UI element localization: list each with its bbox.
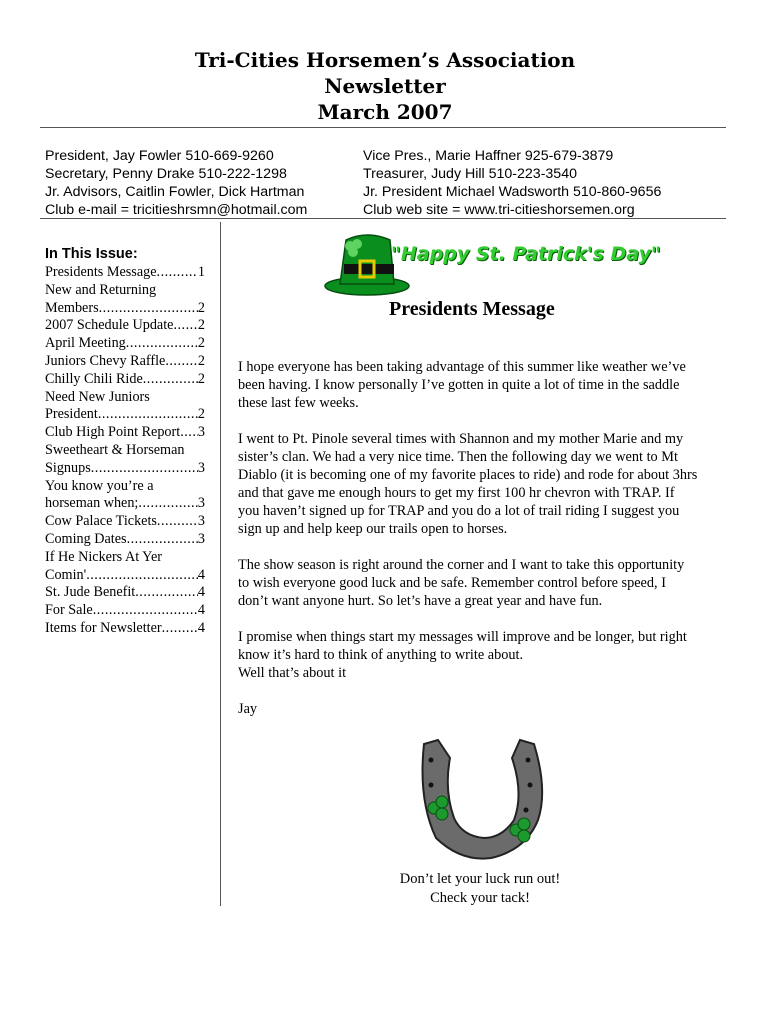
toc-line[interactable]	[45, 567, 205, 585]
toc-line[interactable]	[45, 353, 205, 371]
contacts-divider	[40, 218, 726, 219]
column-divider	[220, 222, 221, 906]
article-line: and that gave me enough hours to get my first 100 hr chevron with TRAP. If	[238, 485, 675, 501]
toc-leader-dots	[180, 424, 198, 442]
toc-entry-text: Juniors Chevy Raffle	[45, 352, 166, 369]
toc-entry-text: New and Returning	[45, 281, 157, 298]
toc-entry-text: horseman when;	[45, 495, 139, 512]
toc-page-number: 4	[197, 566, 205, 583]
toc-page-number: 3	[197, 459, 205, 476]
article-line: to wish everyone good luck and be safe. Remember control before speed, I	[238, 575, 666, 591]
article-line: you haven’t signed up for TRAP and you do a lot of trail riding I suggest you	[238, 503, 680, 519]
toc-page-number: 3	[197, 424, 205, 441]
toc-entry-text: Coming Dates	[45, 530, 127, 547]
article-line: these last few weeks.	[238, 395, 359, 411]
contact-jr-advisors: Jr. Advisors, Caitlin Fowler, Dick Hartman	[45, 184, 305, 200]
toc-page-number: 2	[197, 317, 205, 334]
contact-jr-president: Jr. President Michael Wadsworth 510-860-9656	[363, 184, 662, 200]
table-of-contents	[45, 264, 205, 638]
toc-page-number: 3	[197, 530, 205, 547]
toc-line[interactable]	[45, 602, 205, 620]
toc-entry-text: You know you’re a	[45, 477, 154, 494]
toc-line[interactable]	[45, 531, 205, 549]
contact-club-website[interactable]: Club web site = www.tri-citieshorsemen.org	[363, 202, 635, 218]
toc-line[interactable]	[45, 282, 205, 300]
article-body	[238, 358, 730, 718]
toc-page-number: 2	[197, 352, 205, 369]
toc-entry-text: Club High Point Report	[45, 424, 181, 441]
toc-entry-text: Members	[45, 299, 99, 316]
toc-line[interactable]	[45, 389, 205, 407]
toc-line[interactable]	[45, 584, 205, 602]
article-line: know it’s hard to think of anything to write about.	[238, 647, 524, 663]
toc-leader-dots	[157, 513, 198, 531]
toc-leader-dots	[135, 584, 198, 602]
article-line: been having. I know personally I’ve gotten in quite a lot of time in the saddle	[238, 377, 680, 393]
toc-leader-dots	[86, 567, 198, 585]
toc-entry-text: Signups	[45, 459, 91, 476]
contact-secretary: Secretary, Penny Drake 510-222-1298	[45, 166, 287, 182]
article-title: Presidents Message	[389, 298, 555, 320]
toc-leader-dots	[173, 317, 197, 335]
toc-leader-dots	[162, 620, 198, 638]
toc-page-number: 3	[197, 495, 205, 512]
toc-page-number: 2	[197, 299, 205, 316]
newsletter-subtitle: Newsletter	[324, 74, 446, 98]
toc-page-number: 1	[197, 264, 205, 280]
toc-page-number: 2	[197, 370, 205, 387]
toc-line[interactable]	[45, 495, 205, 513]
toc-entry-text: President	[45, 406, 98, 423]
paragraph-gap	[238, 412, 730, 430]
toc-leader-dots	[93, 602, 198, 620]
contact-club-email[interactable]: Club e-mail = tricitieshrsmn@hotmail.com	[45, 202, 308, 218]
toc-line[interactable]	[45, 513, 205, 531]
contact-president: President, Jay Fowler 510-669-9260	[45, 148, 274, 164]
paragraph-gap	[238, 610, 730, 628]
newsletter-date: March 2007	[317, 100, 453, 124]
toc-entry-text: For Sale	[45, 602, 93, 619]
toc-line[interactable]	[45, 620, 205, 638]
article-line: Diablo (it is becoming one of my favorite places to ride) and rode for about 3hrs	[238, 467, 698, 483]
contact-vice-president: Vice Pres., Marie Haffner 925-679-3879	[363, 148, 614, 164]
toc-leader-dots	[99, 300, 198, 318]
toc-leader-dots	[98, 406, 198, 424]
toc-leader-dots	[126, 335, 198, 353]
toc-line[interactable]	[45, 371, 205, 389]
article-line: I went to Pt. Pinole several times with Shannon and my mother Marie and my	[238, 431, 684, 447]
toc-leader-dots	[157, 264, 198, 282]
toc-page-number: 2	[197, 406, 205, 423]
toc-entry-text: Items for Newsletter	[45, 619, 162, 636]
newsletter-title: Tri-Cities Horsemen’s Association	[194, 48, 576, 72]
toc-line[interactable]	[45, 264, 205, 282]
toc-entry-text: Sweetheart & Horseman	[45, 441, 185, 458]
toc-line[interactable]	[45, 317, 205, 335]
toc-leader-dots	[91, 460, 198, 478]
contacts-left	[45, 147, 307, 219]
toc-line[interactable]	[45, 549, 205, 567]
toc-line[interactable]	[45, 460, 205, 478]
toc-line[interactable]	[45, 478, 205, 496]
article-line: sister’s clan. We had a very nice time. Then the following day we went to Mt	[238, 449, 678, 465]
article-line: Jay	[238, 701, 258, 717]
toc-entry-text: April Meeting	[45, 335, 126, 352]
toc-leader-dots	[127, 531, 198, 549]
toc-page-number: 4	[197, 584, 205, 601]
toc-page-number: 4	[197, 619, 205, 636]
toc-entry-text: If He Nickers At Yer	[45, 548, 163, 565]
toc-entry-text: Presidents Message	[45, 264, 157, 280]
toc-entry-text: Comin'	[45, 566, 87, 583]
toc-entry-text: Chilly Chili Ride	[45, 370, 143, 387]
toc-entry-text: Need New Juniors	[45, 388, 150, 405]
article-line: Well that’s about it	[238, 665, 347, 681]
toc-page-number: 4	[197, 602, 205, 619]
toc-leader-dots	[143, 371, 198, 389]
toc-page-number: 2	[197, 335, 205, 352]
horseshoe-shamrock-icon	[416, 730, 550, 866]
caption-line-2: Check your tack!	[430, 890, 530, 906]
toc-leader-dots	[165, 353, 198, 371]
toc-page-number: 3	[197, 513, 205, 530]
horseshoe-caption	[380, 870, 580, 908]
toc-line[interactable]	[45, 335, 205, 353]
article-line: I hope everyone has been taking advantage of this summer like weather we’ve	[238, 359, 686, 375]
header-divider	[40, 127, 726, 128]
toc-line[interactable]	[45, 406, 205, 424]
toc-entry-text: 2007 Schedule Update	[45, 317, 174, 334]
caption-line-1: Don’t let your luck run out!	[399, 871, 561, 887]
toc-leader-dots	[138, 495, 198, 513]
toc-entry-text: St. Jude Benefit	[45, 584, 136, 601]
toc-line[interactable]	[45, 300, 205, 318]
contacts-right	[363, 147, 661, 219]
contact-treasurer: Treasurer, Judy Hill 510-223-3540	[363, 166, 577, 182]
toc-entry-text: Cow Palace Tickets	[45, 513, 157, 530]
article-line: The show season is right around the corner and I want to take this opportunity	[238, 557, 685, 573]
toc-line[interactable]	[45, 424, 205, 442]
paragraph-gap	[238, 538, 730, 556]
article-line: don’t want anyone hurt. So let’s have a great year and have fun.	[238, 593, 603, 609]
st-patricks-banner: "Happy St. Patrick's Day"	[391, 243, 661, 265]
toc-heading: In This Issue:	[45, 246, 138, 262]
article-line: sign up and help keep our trails open to horses.	[238, 521, 508, 537]
paragraph-gap	[238, 682, 730, 700]
article-line: I promise when things start my messages will improve and be longer, but right	[238, 629, 687, 645]
toc-line[interactable]	[45, 442, 205, 460]
